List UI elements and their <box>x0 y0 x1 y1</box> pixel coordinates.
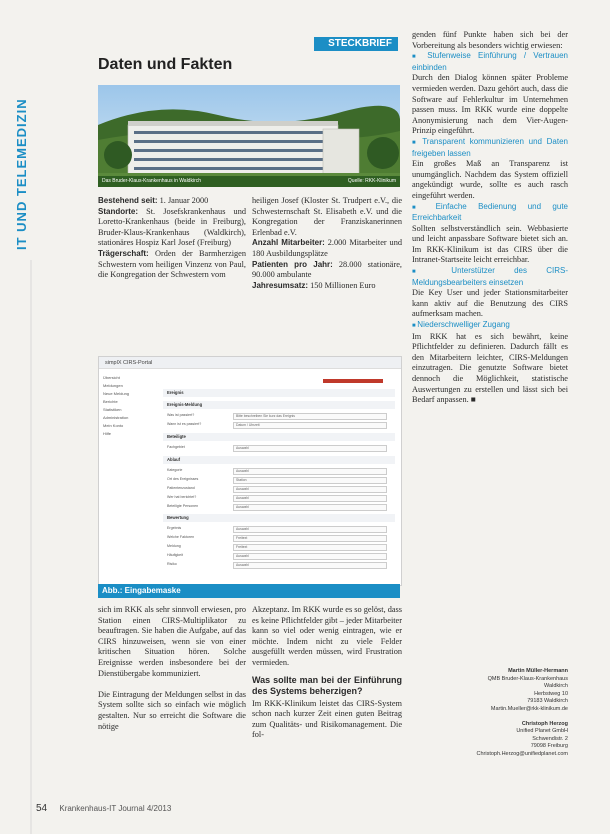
screenshot-nav <box>103 375 159 579</box>
field-label: Wann ist es passiert? <box>167 422 202 426</box>
author-line: Schwendistr. 2 <box>532 735 568 742</box>
tips-column <box>412 30 568 406</box>
field-input: Auswahl <box>233 445 387 452</box>
body-text: Im RKK-Klinikum leistet das CIRS-System schon nach kurzer Zeit einen guten Beitrag zum Qualitäts- und Risikomanagement. Die fol- <box>252 698 402 740</box>
section-label: IT UND TELEMEDIZIN <box>14 98 29 250</box>
fact-text: St. Josefskrankenhaus und Loretto-Krankenhaus (beide in Freiburg), Bruder-Klaus-Krankenhaus (Waldkirch), stationäres Hospiz Karl Josef (Freiburg) <box>98 206 246 248</box>
form-row <box>163 544 395 550</box>
photo-credit: Quelle: RKK-Klinikum <box>347 178 396 184</box>
form-row <box>163 413 395 419</box>
sidebar <box>6 0 34 834</box>
tip-body: Ein großes Maß an Transparenz ist unumgänglich. Nachdem das System offiziell angekündigt wurde, sollte es auch rasch eingeführt werden. <box>412 159 568 200</box>
author-line: QMB Bruder-Klaus-Krankenhaus <box>487 675 568 682</box>
body-text: Akzeptanz. Im RKK wurde es so gelöst, dass es keine Pflichtfelder gibt – jeder Mitarbeiter kann so viel oder wenig eintragen, wie er möchte. Indem nicht zu viele Felder ausgefüllt werden müssen, wird Frustration vermieden. <box>252 605 403 667</box>
fact-label: Patienten pro Jahr: <box>252 259 333 269</box>
author-line: Christoph.Herzog@unifiedplanet.com <box>476 750 568 757</box>
author-name: Christoph Herzog <box>521 720 568 727</box>
nav-item: Mein Konto <box>103 423 124 428</box>
fact-text: 150 Millionen Euro <box>308 280 376 290</box>
hospital-photo <box>98 85 400 187</box>
field-label: Patientenzustand <box>167 486 195 490</box>
field-input: Auswahl <box>233 504 387 511</box>
field-input: Auswahl <box>233 562 387 569</box>
tips-intro: genden fünf Punkte haben sich bei der Vorbereitung als besonders wichtig erwiesen: <box>412 30 568 50</box>
form-row <box>163 553 395 559</box>
field-label: Fachgebiet <box>167 445 185 449</box>
form-row <box>163 562 395 568</box>
facts-column-1 <box>98 196 246 281</box>
body-column-2 <box>252 605 402 741</box>
field-input: Bitte beschreiben Sie kurz das Ereignis <box>233 413 387 420</box>
subheading: Was sollte man bei der Einführung des Systems beherzigen? <box>252 674 402 696</box>
nav-item: Hilfe <box>103 431 112 436</box>
field-label: Meldung <box>167 544 181 548</box>
app-title: simplX CIRS-Portal <box>99 357 401 369</box>
nav-item: Meldungen <box>103 383 123 388</box>
field-input: Station <box>233 477 387 484</box>
tip-heading: ■ Unterstützer des CIRS-Meldungsbearbeiters einsetzen <box>412 266 568 288</box>
fact-text: heiligen Josef (Kloster St. Trudpert e.V., die Schwesternschaft St. Elisabeth e.V. und die Kongregation der Franziskanerinnen Erlenbad e.V. <box>252 196 402 237</box>
fact-text: 28.000 stationäre, 90.000 ambulante <box>252 259 403 280</box>
author-line: Waldkirch <box>544 683 568 690</box>
photo-caption-left: Das Bruder-Klaus-Krankenhaus in Waldkirch <box>102 178 202 184</box>
author-line: 79183 Waldkirch <box>527 698 568 705</box>
form-row <box>163 486 395 492</box>
fact-text: 2.000 Mitarbeiter und 180 Ausbildungsplätze <box>252 238 402 258</box>
field-label: Kategorie <box>167 468 183 472</box>
field-label: Wer hat berichtet? <box>167 495 197 499</box>
form-row <box>163 477 395 483</box>
photo-caption <box>98 176 400 187</box>
fact-label: Trägerschaft: <box>98 248 149 258</box>
page-title: Daten und Fakten <box>98 56 233 73</box>
tip-heading: ■ Transparent kommunizieren und Daten freigeben lassen <box>412 137 568 159</box>
field-label: Ergebnis <box>167 526 182 530</box>
page-number: 54 <box>36 803 48 814</box>
form-section: Ereignis-Meldung <box>163 401 395 409</box>
form-row <box>163 422 395 428</box>
tip-body: Die Key User und jeder Stationsmitarbeiter kann aktiv auf die Benutzung des CIRS aufmerksam machen. <box>412 288 568 319</box>
form-section: Bewertung <box>163 514 395 522</box>
field-label: Was ist passiert? <box>167 413 195 417</box>
field-input: Auswahl <box>233 553 387 560</box>
fact-text: 1. Januar 2000 <box>157 196 209 205</box>
form-section: Ablauf <box>163 456 395 464</box>
field-label: Welche Faktoren <box>167 535 195 539</box>
author-line: 79098 Freiburg <box>530 743 568 750</box>
author-line: Unified Planet GmbH <box>516 728 568 735</box>
nav-item: Statistiken <box>103 407 122 412</box>
nav-item: Berichte <box>103 399 118 404</box>
form-section: Beteiligte <box>163 433 395 441</box>
fact-text: Orden der Barmherzigen Schwestern vom heiligen Vinzenz von Paul, die Kongregation der Schwestern vom <box>98 248 246 280</box>
author-line: Martin.Mueller@rkk-klinikum.de <box>490 705 568 712</box>
tip-heading: ■ Niederschwelliger Zugang <box>412 320 568 332</box>
field-label: Häufigkeit <box>167 553 183 557</box>
section-tag: STECKBRIEF <box>314 37 398 51</box>
field-label: Beteiligte Personen <box>167 504 199 508</box>
tip-heading: ■ Stufenweise Einführung / Vertrauen einbinden <box>412 51 568 73</box>
cirs-form-screenshot <box>98 356 402 586</box>
form-row <box>163 535 395 541</box>
author-name: Martin Müller-Hermann <box>508 668 568 674</box>
author-line: Herbstweg 10 <box>534 690 568 697</box>
progress-marker <box>323 379 383 383</box>
tip-body: Sollten selbstverständlich sein. Webbasierte und leicht anpassbare Software bietet sich an. Im RKK-Klinikum ist das CIRS über die Intranet-Startseite leicht erreichbar. <box>412 223 568 265</box>
field-input: Auswahl <box>233 468 387 475</box>
author-info <box>412 668 568 759</box>
figure-caption: Abb.: Eingabemaske <box>98 584 400 598</box>
form-row <box>163 468 395 474</box>
form-section: Ereignis <box>163 389 395 397</box>
form-row <box>163 504 395 510</box>
nav-item: Übersicht <box>103 375 120 380</box>
field-input: Freitext <box>233 535 387 542</box>
facts-column-2 <box>252 196 402 291</box>
screenshot-form <box>163 375 395 579</box>
form-row <box>163 526 395 532</box>
field-label: Ort des Ereignisses <box>167 477 199 481</box>
form-row <box>163 445 395 451</box>
form-row <box>163 495 395 501</box>
nav-item: Administration <box>103 415 129 420</box>
margin-marker <box>28 260 34 834</box>
fact-label: Bestehend seit: <box>98 196 158 205</box>
fact-label: Anzahl Mitarbeiter: <box>252 238 325 248</box>
page-footer <box>36 803 171 814</box>
tip-body: Durch den Dialog können später Probleme vermieden werden. Dazu gehört auch, dass die Software auf Fehlerkultur im Unternehmen passen muss. Im RKK wurde eine doppelte Anonymisierung nach dem Vier-Augen-Prinzip eingeführt. <box>412 73 568 136</box>
tip-heading: ■ Einfache Bedienung und gute Erreichbarkeit <box>412 202 568 224</box>
nav-item: Neue Meldung <box>103 391 130 396</box>
journal-name: Krankenhaus-IT Journal 4/2013 <box>59 804 172 813</box>
field-input: Auswahl <box>233 526 387 533</box>
field-input: Freitext <box>233 544 387 551</box>
fact-label: Standorte: <box>98 206 138 216</box>
field-input: Datum / Uhrzeit <box>233 422 387 429</box>
body-column-1: sich im RKK als sehr sinnvoll erwiesen, pro Station einen CIRS-Multiplikator zu beauftragen. Sie haben die Aufgabe, auf das CIRS hinzuweisen, wenn sie von einer kritischen Situation hören. Solche Ereignisse werden insbesondere bei der Dienstübergabe kommuniziert. Die Eintragung der Meldungen selbst in das System sollte sich so einfach wie möglich gestalten. Nur so erreicht die Software die nötige <box>98 605 246 731</box>
fact-label: Jahresumsatz: <box>252 280 309 290</box>
field-input: Auswahl <box>233 486 387 493</box>
tip-body: Im RKK hat es sich bewährt, keine Pflichtfelder zu definieren. Dadurch fällt es den Mitarbeitern leichter, CIRS-Meldungen einzutragen. Die genutzte Software bietet dennoch die Möglichkeit, statistische Auswertungen zu erstellen und lässt sich bei Bedarf anpassen. ■ <box>412 331 568 405</box>
field-input: Auswahl <box>233 495 387 502</box>
field-label: Risiko <box>167 562 177 566</box>
